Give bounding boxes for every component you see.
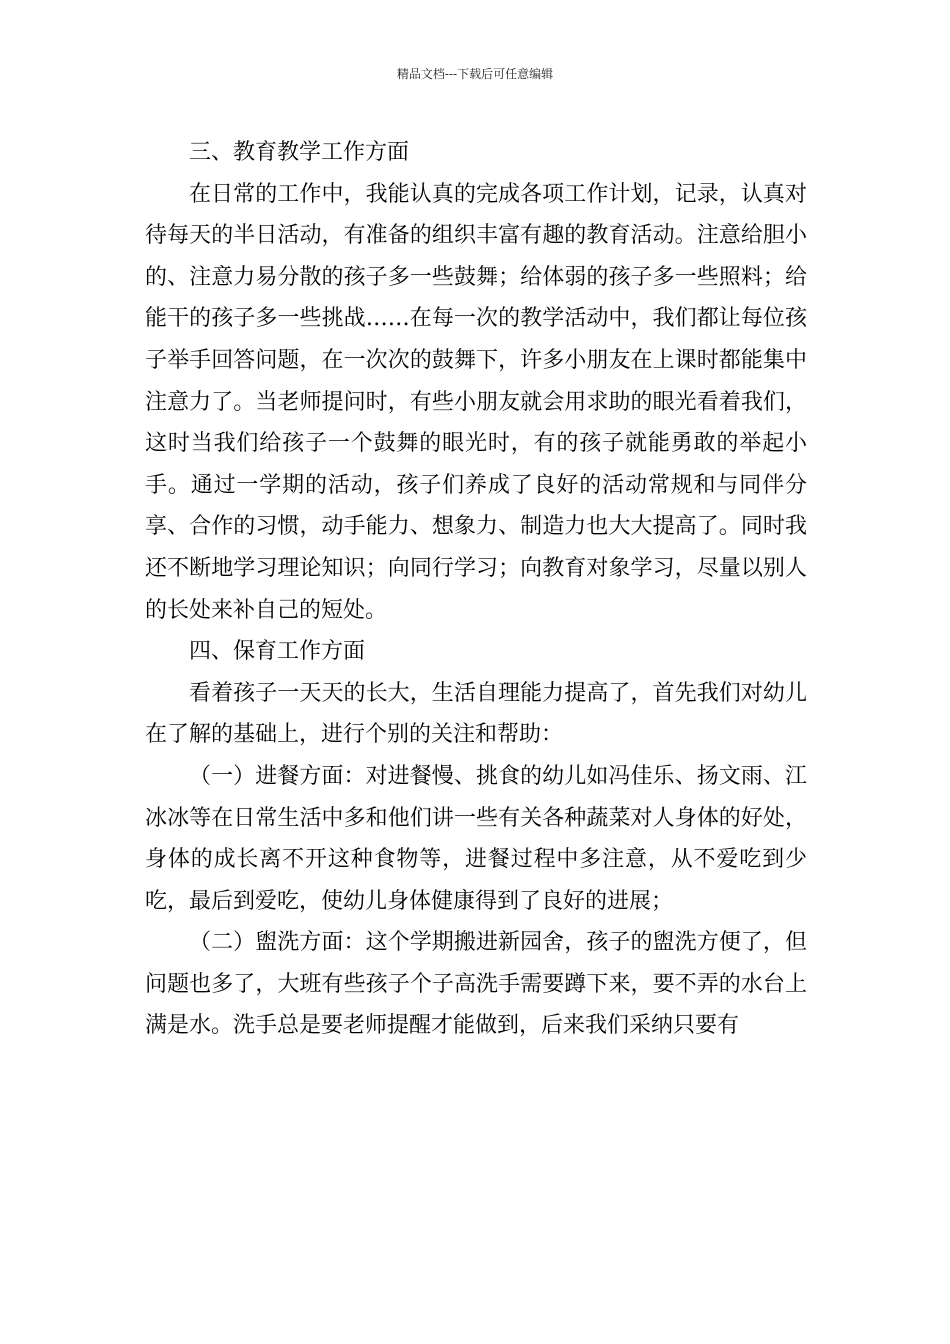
washing-paragraph: （二）盥洗方面：这个学期搬进新园舍，孩子的盥洗方便了，但问题也多了，大班有些孩子个子高洗手需要蹲下来，要不弄的水台上满是水。洗手总是要老师提醒才能做到，后来我们采纳只要有 [145,930,807,1039]
dining-paragraph: （一）进餐方面：对进餐慢、挑食的幼儿如冯佳乐、扬文雨、江冰冰等在日常生活中多和他们讲一些有关各种蔬菜对人身体的好处，身体的成长离不开这种食物等，进餐过程中多注意，从不爱吃到少吃，最后到爱吃，使幼儿身体健康得到了良好的进展； [145,763,807,914]
section-3-heading: 三、教育教学工作方面 [189,140,410,165]
page-header: 精品文档---下载后可任意编辑 [396,67,554,81]
document-body [145,132,807,1047]
section-4-intro-paragraph: 看着孩子一天天的长大，生活自理能力提高了，首先我们对幼儿在了解的基础上，进行个别的关注和帮助： [145,680,807,748]
section-4-heading: 四、保育工作方面 [189,639,366,665]
section-3-paragraph: 在日常的工作中，我能认真的完成各项工作计划，记录，认真对待每天的半日活动，有准备的组织丰富有趣的教育活动。注意给胆小的、注意力易分散的孩子多一些鼓舞；给体弱的孩子多一些照料；给能干的孩子多一些挑战……在每一次的教学活动中，我们都让每位孩子举手回答问题，在一次次的鼓舞下，许多小朋友在上课时都能集中注意力了。当老师提问时，有些小朋友就会用求助的眼光看着我们，这时当我们给孩子一个鼓舞的眼光时，有的孩子就能勇敢的举起小手。通过一学期的活动，孩子们养成了良好的活动常规和与同伴分享、合作的习惯，动手能力、想象力、制造力也大大提高了。同时我还不断地学习理论知识；向同行学习；向教育对象学习，尽量以别人的长处来补自己的短处。 [145,181,807,623]
